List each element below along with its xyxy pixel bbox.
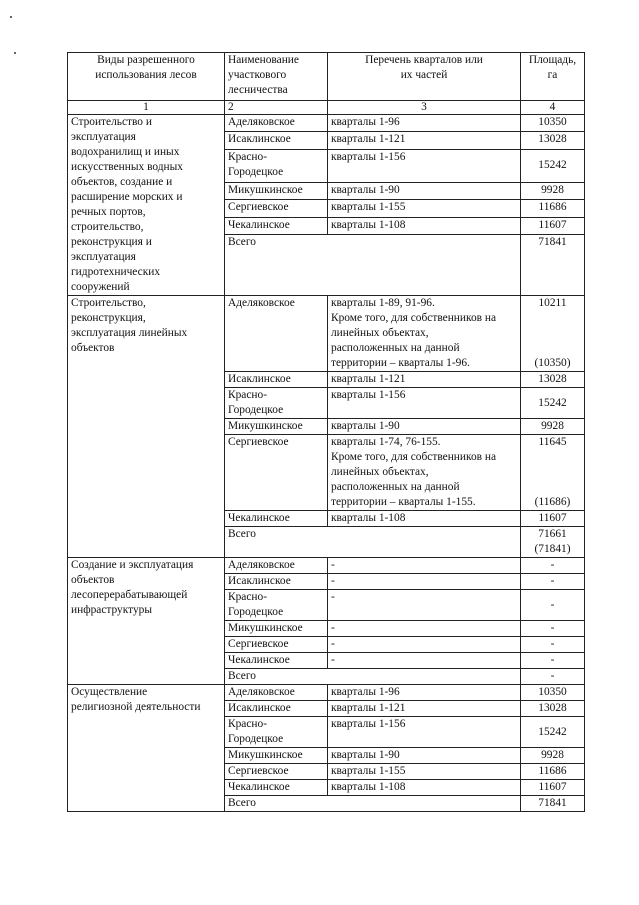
total-label-cell: Всего [225, 235, 521, 296]
use-type-line: эксплуатация [71, 251, 136, 263]
quarters-line: линейных объектах, [331, 466, 429, 478]
area-cell: 11607 [521, 217, 585, 234]
quarters-cell: кварталы 1-96 [328, 685, 521, 701]
use-type-line: объектов, создание и [71, 176, 173, 188]
use-type-line: речных портов, [71, 206, 146, 218]
forestry-name-cell: Микушкинское [225, 748, 328, 764]
column-number-row [68, 101, 585, 115]
quarters-cell: кварталы 1-155 [328, 200, 521, 217]
quarters-cell: кварталы 1-108 [328, 217, 521, 234]
use-type-line: объектов [71, 342, 115, 354]
area-cell [521, 296, 585, 372]
quarters-cell: - [328, 621, 521, 637]
use-type-line: расширение морских и [71, 191, 183, 203]
area-cell: 13028 [521, 372, 585, 388]
column-number: 1 [68, 101, 225, 115]
header-quarters-line: Перечень кварталов или [365, 54, 483, 66]
scan-speck [14, 52, 16, 54]
total-area-cell [521, 527, 585, 558]
use-type-line: водохранилищ и иных [71, 146, 180, 158]
forestry-name-cell: Аделяковское [225, 115, 328, 132]
area-cell: - [521, 558, 585, 574]
use-type-cell [68, 558, 225, 685]
area-cell: - [521, 590, 585, 621]
header-forestry-line: Наименование [228, 54, 299, 66]
area-line: (10350) [534, 357, 571, 369]
forestry-name-cell: Исаклинское [225, 574, 328, 590]
area-cell: 11686 [521, 764, 585, 780]
quarters-cell [328, 435, 521, 511]
header-area [521, 53, 585, 101]
header-quarters-line: их частей [400, 69, 448, 81]
quarters-cell: - [328, 637, 521, 653]
quarters-cell: кварталы 1-156 [328, 717, 521, 748]
use-type-line: Осуществление [71, 686, 148, 698]
forestry-name-cell [225, 590, 328, 621]
forestry-name-cell: Сергиевское [225, 200, 328, 217]
forestry-name-line: Городецкое [228, 165, 284, 178]
use-type-line: религиозной деятельности [71, 701, 201, 713]
use-type-line: реконструкция, [71, 312, 146, 324]
column-number: 4 [521, 101, 585, 115]
quarters-cell: кварталы 1-155 [328, 764, 521, 780]
quarters-cell: кварталы 1-108 [328, 780, 521, 796]
forestry-name-line: Городецкое [228, 606, 284, 618]
forest-use-table [67, 52, 585, 812]
use-type-cell [68, 296, 225, 558]
column-number: 2 [225, 101, 328, 115]
use-type-line: эксплуатация [71, 131, 136, 143]
forestry-name-cell: Чекалинское [225, 217, 328, 234]
forestry-name-cell [225, 717, 328, 748]
area-line: 10211 [538, 297, 567, 309]
forestry-name-cell: Чекалинское [225, 653, 328, 669]
quarters-line: Кроме того, для собственников на [331, 451, 497, 463]
area-cell [521, 435, 585, 511]
area-cell: 11686 [521, 200, 585, 217]
use-type-line: лесоперерабатывающей [71, 589, 188, 601]
forestry-name-cell: Сергиевское [225, 435, 328, 511]
quarters-line: территории – кварталы 1-155. [331, 496, 476, 508]
area-cell: 15242 [521, 388, 585, 419]
quarters-cell: кварталы 1-90 [328, 419, 521, 435]
header-use-type: Виды разрешенного использования лесов [68, 53, 225, 101]
forestry-name-cell: Сергиевское [225, 637, 328, 653]
forestry-name-cell: Исаклинское [225, 132, 328, 149]
header-quarters [328, 53, 521, 101]
quarters-cell: кварталы 1-108 [328, 511, 521, 527]
use-type-line: Строительство, [71, 297, 146, 309]
quarters-line: расположенных на данной [331, 342, 460, 354]
forestry-name-cell [225, 149, 328, 183]
use-type-line: гидротехнических [71, 266, 161, 278]
column-number: 3 [328, 101, 521, 115]
forestry-name-cell [225, 388, 328, 419]
quarters-line: расположенных на данной [331, 481, 460, 493]
header-area-line: га [547, 69, 558, 81]
total-area-cell: - [521, 669, 585, 685]
forestry-name-cell: Аделяковское [225, 296, 328, 372]
area-cell: 13028 [521, 132, 585, 149]
quarters-cell [328, 296, 521, 372]
area-cell: 9928 [521, 419, 585, 435]
use-type-cell [68, 115, 225, 296]
total-area-cell: 71841 [521, 796, 585, 812]
forestry-name-line: Городецкое [228, 733, 284, 745]
quarters-cell: кварталы 1-90 [328, 183, 521, 200]
forestry-name-cell: Микушкинское [225, 183, 328, 200]
area-cell: 15242 [521, 149, 585, 183]
table-body [68, 115, 585, 812]
quarters-cell: кварталы 1-156 [328, 388, 521, 419]
area-cell: - [521, 621, 585, 637]
quarters-line: кварталы 1-74, 76-155. [331, 436, 441, 448]
total-label-cell: Всего [225, 527, 521, 558]
quarters-cell: кварталы 1-121 [328, 701, 521, 717]
use-type-line: искусственных водных [71, 161, 183, 173]
quarters-cell: кварталы 1-90 [328, 748, 521, 764]
table-header-row [68, 53, 585, 101]
use-type-line: строительство, [71, 221, 144, 233]
quarters-line: кварталы 1-89, 91-96. [331, 297, 435, 309]
forestry-name-line: Красно- [228, 718, 267, 730]
header-forestry-name [225, 53, 328, 101]
use-type-line: реконструкция и [71, 236, 152, 248]
area-cell: 15242 [521, 717, 585, 748]
quarters-line: Кроме того, для собственников на [331, 312, 497, 324]
use-type-line: эксплуатация линейных [71, 327, 188, 339]
quarters-line: линейных объектах, [331, 327, 429, 339]
quarters-cell: кварталы 1-156 [328, 149, 521, 183]
area-line: (11686) [534, 496, 571, 508]
area-cell: 9928 [521, 183, 585, 200]
use-type-line: Создание и эксплуатация [71, 559, 194, 571]
area-cell: 10350 [521, 685, 585, 701]
table-row [68, 685, 585, 701]
total-area-line: 71661 [538, 528, 567, 540]
total-area-cell: 71841 [521, 235, 585, 296]
area-cell: 9928 [521, 748, 585, 764]
forestry-name-cell: Микушкинское [225, 419, 328, 435]
forestry-name-cell: Аделяковское [225, 558, 328, 574]
area-cell: 13028 [521, 701, 585, 717]
forestry-name-cell: Исаклинское [225, 701, 328, 717]
forestry-name-cell: Микушкинское [225, 621, 328, 637]
table-row [68, 558, 585, 574]
forestry-name-cell: Аделяковское [225, 685, 328, 701]
use-type-line: сооружений [71, 281, 130, 293]
forestry-name-cell: Чекалинское [225, 780, 328, 796]
quarters-cell: кварталы 1-121 [328, 132, 521, 149]
table-row [68, 296, 585, 372]
header-forestry-line: лесничества [228, 84, 288, 96]
area-cell: 11607 [521, 511, 585, 527]
quarters-cell: - [328, 558, 521, 574]
use-type-line: Строительство и [71, 116, 152, 128]
area-cell: - [521, 653, 585, 669]
forestry-name-cell: Сергиевское [225, 764, 328, 780]
forestry-name-line: Красно- [228, 150, 267, 163]
scan-speck [10, 16, 12, 18]
forestry-name-line: Красно- [228, 389, 267, 401]
total-label-cell: Всего [225, 796, 521, 812]
total-area-line: (71841) [534, 543, 571, 555]
use-type-cell [68, 685, 225, 812]
area-cell: 10350 [521, 115, 585, 132]
quarters-line: территории – кварталы 1-96. [331, 357, 470, 369]
forestry-name-line: Красно- [228, 591, 267, 603]
quarters-cell: - [328, 574, 521, 590]
header-forestry-line: участкового [228, 69, 287, 81]
quarters-cell: кварталы 1-121 [328, 372, 521, 388]
area-cell: 11607 [521, 780, 585, 796]
area-cell: - [521, 574, 585, 590]
forestry-name-cell: Исаклинское [225, 372, 328, 388]
area-line: 11645 [538, 436, 567, 448]
forestry-name-line: Городецкое [228, 404, 284, 416]
use-type-line: инфраструктуры [71, 604, 152, 616]
header-area-line: Площадь, [528, 54, 577, 66]
use-type-line: объектов [71, 574, 115, 586]
quarters-cell: кварталы 1-96 [328, 115, 521, 132]
area-cell: - [521, 637, 585, 653]
quarters-cell: - [328, 590, 521, 621]
forestry-name-cell: Чекалинское [225, 511, 328, 527]
quarters-cell: - [328, 653, 521, 669]
table-row [68, 115, 585, 132]
total-label-cell: Всего [225, 669, 521, 685]
